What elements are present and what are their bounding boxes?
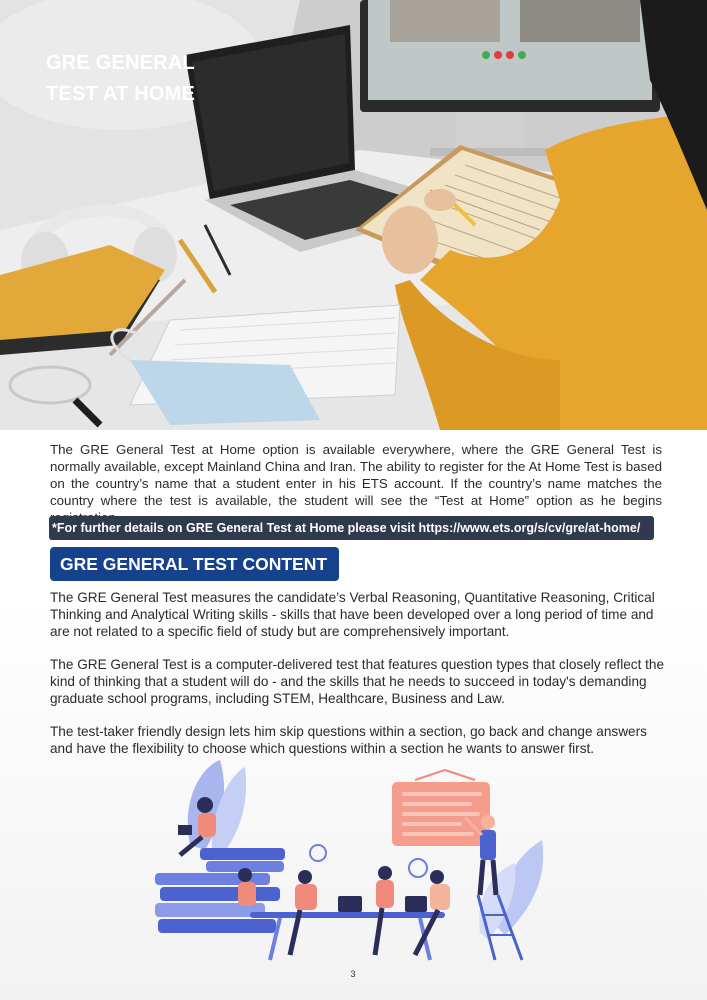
- hero-title-line2: TEST AT HOME: [46, 83, 196, 105]
- details-link-banner[interactable]: *For further details on GRE General Test at Home please visit https://www.ets.org/s/cv/gre/at-home/: [49, 516, 654, 540]
- content-paragraph: The GRE General Test measures the candidate’s Verbal Reasoning, Quantitative Reasoning, Critical Thinking and Analytical Writing skills - skills that have been developed over a long period of time and are not related to a specific field of study but are comprehensively important.: [50, 590, 655, 639]
- team-illustration: [150, 755, 570, 965]
- page-number: 3: [350, 969, 356, 979]
- hero-title: [46, 48, 195, 110]
- intro-paragraph: The GRE General Test at Home option is available everywhere, where the GRE General Test is normally available, except Mainland China and Iran. The ability to register for the At Home Test is based on the country’s name that a student enter in his ETS account. If the country’s name matches the country where the test is available, the student will see the “Test at Home” option as he begins: [50, 442, 662, 508]
- section-heading: GRE GENERAL TEST CONTENT: [50, 547, 339, 581]
- content-paragraph: The test-taker friendly design lets him skip questions within a section, go back and change answers and have the flexibility to choose which questions within a section he wants to answer first.: [50, 724, 647, 756]
- hero-photo: [0, 0, 707, 430]
- hero-title-line1: GRE GENERAL: [46, 52, 195, 74]
- content-paragraph: The GRE General Test is a computer-delivered test that features question types that closely reflect the kind of thinking that a student will do - and the skills that he needs to succeed in today's demanding graduate school programs, including STEM, Healthcare, Business and Law.: [50, 657, 665, 706]
